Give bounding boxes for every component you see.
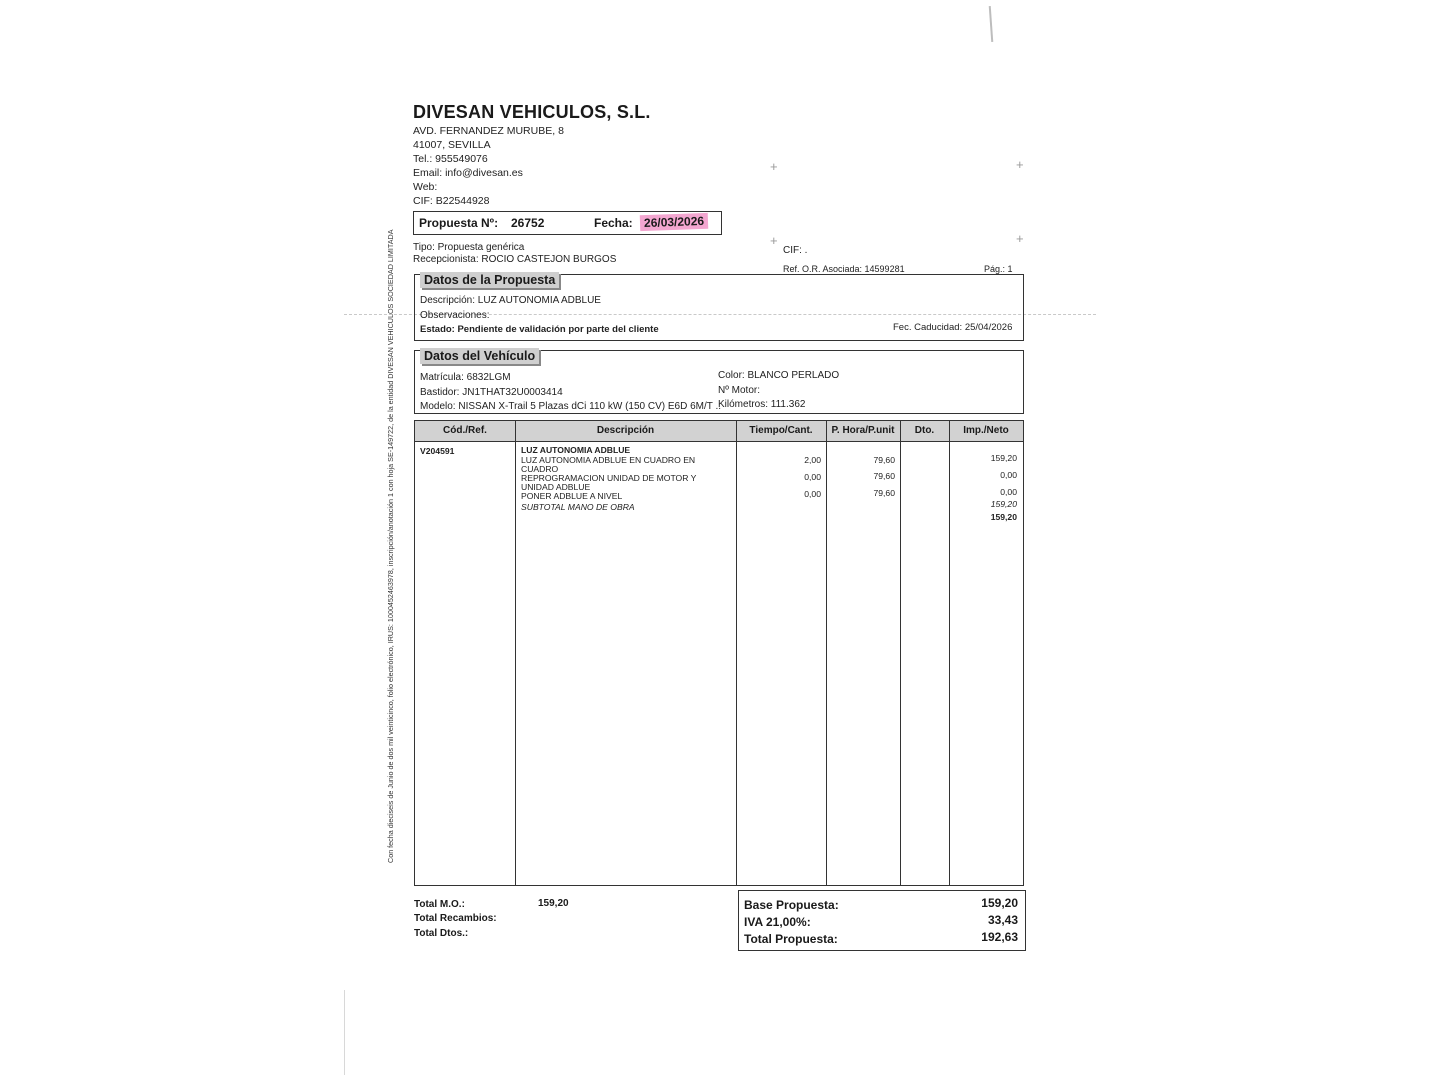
header-price: P. Hora/P.unit	[831, 425, 895, 436]
proposal-status: Estado: Pendiente de validación por parte del cliente	[420, 324, 659, 335]
proposal-date-highlight	[640, 214, 708, 230]
client-cif: CIF: .	[783, 245, 808, 256]
proposal-data-title: Datos de la Propuesta	[420, 272, 559, 288]
header-discount: Dto.	[914, 425, 935, 436]
header-qty: Tiempo/Cant.	[749, 425, 813, 436]
table-header	[415, 421, 1023, 442]
proposal-receptionist: Recepcionista: ROCIO CASTEJON BURGOS	[413, 254, 617, 265]
vehicle-data-title: Datos del Vehículo	[420, 348, 539, 364]
registration-mark: +	[1016, 157, 1024, 172]
proposal-expiry: Fec. Caducidad: 25/04/2026	[893, 322, 1013, 333]
subtotal-value: 159,20	[990, 499, 1017, 509]
company-web: Web:	[413, 181, 438, 193]
company-address: AVD. FERNANDEZ MURUBE, 8	[413, 125, 564, 137]
line-group-title: LUZ AUTONOMIA ADBLUE	[521, 445, 631, 455]
registration-mark: +	[770, 159, 778, 174]
vehicle-color: Color: BLANCO PERLADO	[718, 370, 840, 381]
column-divider	[900, 421, 901, 885]
iva-label: IVA 21,00%:	[744, 915, 811, 929]
legal-registry-text: Con fecha dieciseis de Junio de dos mil veinticinco, folio electrónico, IRUS: 1000452463978, inscripción/anotación 1 con hoja SE-149722, de la entidad DIVESAN VEHICULOS SOCIEDAD LIMITADA	[386, 229, 395, 863]
company-cif: CIF: B22544928	[413, 195, 490, 207]
header-description: Descripción	[596, 425, 655, 436]
proposal-type: Tipo: Propuesta genérica	[413, 242, 525, 253]
line-code: V204591	[420, 446, 455, 456]
line-1-net: 159,20	[990, 453, 1017, 463]
column-divider	[736, 421, 737, 885]
line-2-price: 79,60	[873, 471, 895, 481]
header-net: Imp./Neto	[963, 425, 1009, 436]
subtotal-label: SUBTOTAL MANO DE OBRA	[521, 502, 635, 512]
line-3-price: 79,60	[873, 488, 895, 498]
proposal-date: 26/03/2026	[640, 213, 709, 231]
lines-total-value: 159,20	[990, 512, 1017, 522]
vehicle-km: Kilómetros: 111.362	[718, 399, 806, 410]
vehicle-engine: Nº Motor:	[718, 385, 760, 396]
total-label: Total Propuesta:	[744, 932, 838, 946]
company-email: Email: info@divesan.es	[413, 167, 523, 179]
registration-mark: +	[770, 233, 778, 248]
page-number: Pág.: 1	[984, 264, 1013, 274]
proposal-observations: Observaciones:	[420, 310, 490, 321]
proposal-number: 26752	[511, 216, 545, 230]
total-value: 192,63	[981, 930, 1018, 944]
line-3-desc: PONER ADBLUE A NIVEL	[521, 491, 623, 501]
vehicle-plate: Matrícula: 6832LGM	[420, 372, 511, 383]
total-mo-label: Total M.O.:	[414, 899, 465, 910]
base-label: Base Propuesta:	[744, 898, 839, 912]
vehicle-chassis: Bastidor: JN1THAT32U0003414	[420, 387, 563, 398]
proposal-number-box	[413, 211, 722, 235]
iva-value: 33,43	[987, 913, 1018, 927]
company-city: 41007, SEVILLA	[413, 139, 491, 151]
paper-edge	[344, 990, 345, 1075]
column-divider	[515, 421, 516, 885]
line-3-net: 0,00	[1000, 487, 1017, 497]
header-code: Cód./Ref.	[443, 425, 487, 436]
line-1-qty: 2,00	[804, 455, 821, 465]
total-mo-value: 159,20	[538, 898, 569, 909]
line-2-qty: 0,00	[804, 472, 821, 482]
line-2-desc-cont: UNIDAD ADBLUE	[521, 482, 591, 492]
company-phone: Tel.: 955549076	[413, 153, 488, 165]
line-1-desc-cont: CUADRO	[521, 464, 559, 474]
proposal-number-label: Propuesta Nº:	[419, 216, 499, 230]
line-1-desc: LUZ AUTONOMIA ADBLUE EN CUADRO EN	[521, 455, 696, 465]
ref-or: Ref. O.R. Asociada: 14599281	[783, 264, 905, 274]
total-recambios-label: Total Recambios:	[414, 913, 497, 924]
line-1-price: 79,60	[873, 455, 895, 465]
proposal-date-label: Fecha:	[594, 216, 633, 230]
total-dtos-label: Total Dtos.:	[414, 928, 469, 939]
lines-table	[414, 420, 1024, 886]
registration-mark: +	[1016, 231, 1024, 246]
company-name: DIVESAN VEHICULOS, S.L.	[413, 102, 651, 122]
line-3-qty: 0,00	[804, 489, 821, 499]
line-2-net: 0,00	[1000, 470, 1017, 480]
line-2-desc: REPROGRAMACION UNIDAD DE MOTOR Y	[521, 473, 697, 483]
vehicle-model: Modelo: NISSAN X-Trail 5 Plazas dCi 110 kW (150 CV) E6D 6M/T ..	[420, 401, 722, 412]
base-value: 159,20	[981, 896, 1018, 910]
proposal-description: Descripción: LUZ AUTONOMIA ADBLUE	[420, 295, 601, 306]
